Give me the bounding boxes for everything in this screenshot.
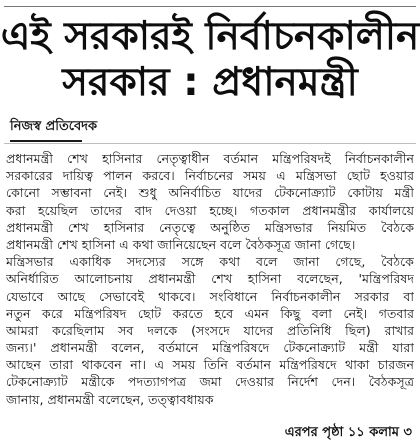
body-line: আমরা করেছিলাম সব দলকে (সংসদে যাদের প্রতিনিধি ছিল) রাখার bbox=[6, 322, 414, 338]
headline-line-2: সরকার : প্রধানমন্ত্রী bbox=[62, 60, 358, 105]
headline-line-1: এই সরকারই নির্বাচনকালীন bbox=[0, 14, 420, 59]
body-line: প্রধানমন্ত্রী শেখ হাসিনা এ কথা জানিয়েছেন বলে বৈঠকসূত্র জানা গেছে। bbox=[6, 236, 356, 252]
byline: নিজস্ব প্রতিবেদক bbox=[10, 119, 98, 134]
article-body bbox=[6, 150, 414, 408]
body-line: টেকনোক্র্যাট মন্ত্রীকে পদত্যাগপত্র জমা দেওয়ার নির্দেশ দেন। বৈঠকসূত্র bbox=[6, 374, 414, 390]
body-line: জানায়, প্রধানমন্ত্রী বলেছেন, তত্ত্বাবধায়ক bbox=[6, 391, 214, 407]
top-divider bbox=[4, 6, 416, 7]
body-line: যেভাবে আছে সেভাবেই থাকবে। সংবিধানে নির্বাচনকালীন সরকার বা bbox=[6, 288, 414, 304]
body-line: আছেন তারা থাকবেন না। এ সময় তিনি বর্তমান মন্ত্রিপরিষদে থাকা চারজন bbox=[6, 357, 414, 373]
body-line: অনির্ধারিত আলোচনায় প্রধানমন্ত্রী শেখ হাসিনা বলেছেন, 'মন্ত্রিপরিষদ bbox=[6, 271, 414, 287]
body-line: মন্ত্রিসভার একাধিক সদস্যের সঙ্গে কথা বলে জানা গেছে, বৈঠকে bbox=[6, 254, 414, 270]
top-cropped-text-strip bbox=[4, 0, 416, 5]
body-line: প্রধানমন্ত্রী শেখ হাসিনার নেতৃত্বাধীন বর্তমান মন্ত্রিপরিষদই নির্বাচনকালীন bbox=[6, 151, 414, 166]
body-line: প্রধানমন্ত্রী শেখ হাসিনার নেতৃত্বে অনুষ্ঠিত মন্ত্রিসভার নিয়মিত বৈঠকে bbox=[6, 219, 414, 235]
section-divider bbox=[4, 143, 416, 144]
body-line: সরকারের দায়িত্ব পালন করবে। নির্বাচনের সময় এ মন্ত্রিসভা ছোট হওয়ার bbox=[6, 168, 414, 184]
body-line: নতুন করে মন্ত্রিপরিষদ ছোট করতে হবে এমন কিছু বলা নেই। গতবার bbox=[6, 305, 414, 321]
body-line: করা হয়েছিল তাদের বাদ দেওয়া হচ্ছে। গতকাল প্রধানমন্ত্রীর কার্যালয়ে bbox=[6, 202, 414, 218]
body-line: কোনো সম্ভাবনা নেই। শুধু অনির্বাচিত যাদের টেকনোক্র্যাট কোটায় মন্ত্রী bbox=[6, 185, 414, 201]
body-line: জন্য।' প্রধানমন্ত্রী বলেন, বর্তমানে মন্ত্রিপরিষদে টেকনোক্র্যাট মন্ত্রী যারা bbox=[6, 340, 414, 356]
continuation-note: এরপর পৃষ্ঠা ১১ কলাম ৩ bbox=[284, 425, 412, 440]
byline-underline bbox=[10, 140, 82, 142]
